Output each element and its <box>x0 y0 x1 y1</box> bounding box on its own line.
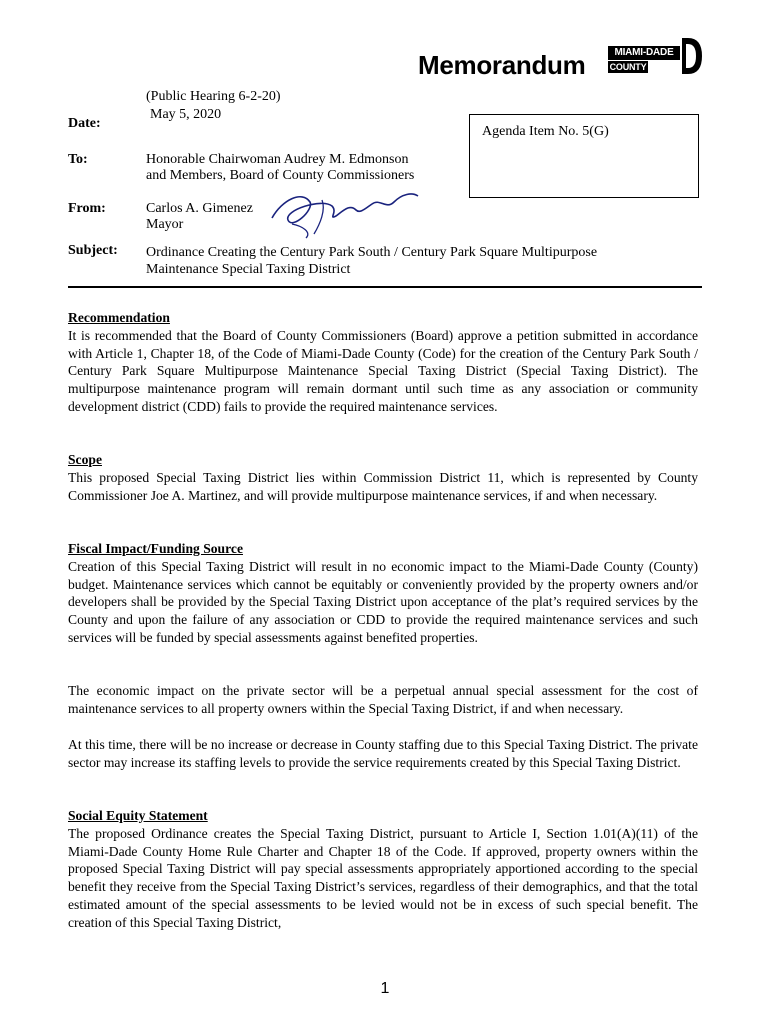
from-line2: Mayor <box>146 217 184 232</box>
date-label: Date: <box>68 116 101 131</box>
recommendation-text: It is recommended that the Board of County Commissioners (Board) approve a petition submitted in accordance with Article 1, Chapter 18, of the Code of Miami-Dade County (Code) for the creation of the Century Park South / Century Park Square Multipurpose Maintenance Special Taxing District (Special Taxing District). The multipurpose maintenance program will remain dormant until such time as any association or community development district (CDD) fails to provide the required maintenance services. <box>68 327 698 414</box>
fiscal-impact-text-3: At this time, there will be no increase or decrease in County staffing due to this Special Taxing District. The private sector may increase its staffing levels to provide the service requirements created by this Special Taxing District. <box>68 737 698 770</box>
fiscal-impact-paragraph-3 <box>68 736 698 772</box>
public-hearing-note: (Public Hearing 6-2-20) <box>146 89 281 104</box>
to-label: To: <box>68 152 88 167</box>
agenda-item-box <box>469 114 699 198</box>
signature-icon <box>262 180 422 240</box>
social-equity-heading: Social Equity Statement <box>68 808 208 823</box>
recommendation-heading: Recommendation <box>68 310 170 325</box>
fiscal-impact-text-2: The economic impact on the private sector will be a perpetual annual special assessment for the cost of maintenance services to all property owners within the Special Taxing District, if and when necessary. <box>68 683 698 716</box>
scope-heading: Scope <box>68 452 102 467</box>
fiscal-impact-heading: Fiscal Impact/Funding Source <box>68 541 243 556</box>
fiscal-impact-section <box>68 540 698 647</box>
logo-line1: MIAMI-DADE <box>608 46 680 60</box>
to-line2: and Members, Board of County Commissioners <box>146 168 415 183</box>
page-number: 1 <box>380 980 390 997</box>
memorandum-title: Memorandum <box>418 50 586 80</box>
date-value: May 5, 2020 <box>150 107 222 122</box>
scope-section <box>68 451 698 504</box>
header-divider <box>68 286 702 288</box>
subject-line2: Maintenance Special Taxing District <box>146 262 351 277</box>
subject-label: Subject: <box>68 243 118 258</box>
to-line1: Honorable Chairwoman Audrey M. Edmonson <box>146 152 409 167</box>
from-line1: Carlos A. Gimenez <box>146 201 253 216</box>
social-equity-text: The proposed Ordinance creates the Special Taxing District, pursuant to Article I, Section 1.01(A)(11) of the Miami-Dade County Home Rule Charter and Chapter 18 of the Code. If approved, property owners within the proposed Special Taxing District will pay special assessments appropriately apportioned according to the special benefit they receive from the Special Taxing District’s services, regardless of their demographics, and that the total estimated amount of the special assessments to be levied would not be in excess of such special benefit. The creation of this Special Taxing District, <box>68 825 698 930</box>
logo-line2: COUNTY <box>609 62 647 72</box>
fiscal-impact-text-1: Creation of this Special Taxing District will result in no economic impact to the Miami-Dade County (County) budget. Maintenance services which cannot be equitably or conveniently provided by the property owners and/or developers shall be provided by the Special Taxing District upon acceptance of the plat’s required services by the County and upon the failure of any association or CDD to provide the required maintenance services and such services will be funded by special assessments against benefited properties. <box>68 558 698 645</box>
miami-dade-logo <box>608 32 702 76</box>
from-label: From: <box>68 201 106 216</box>
agenda-item-number: Agenda Item No. 5(G) <box>482 124 609 139</box>
fiscal-impact-paragraph-2 <box>68 682 698 718</box>
recommendation-section <box>68 309 698 416</box>
scope-text: This proposed Special Taxing District lies within Commission District 11, which is represented by County Commissioner Joe A. Martinez, and will provide multipurpose maintenance services, if and when necessary. <box>68 469 698 503</box>
social-equity-section <box>68 807 698 932</box>
subject-line1: Ordinance Creating the Century Park South / Century Park Square Multipurpose <box>146 245 598 260</box>
